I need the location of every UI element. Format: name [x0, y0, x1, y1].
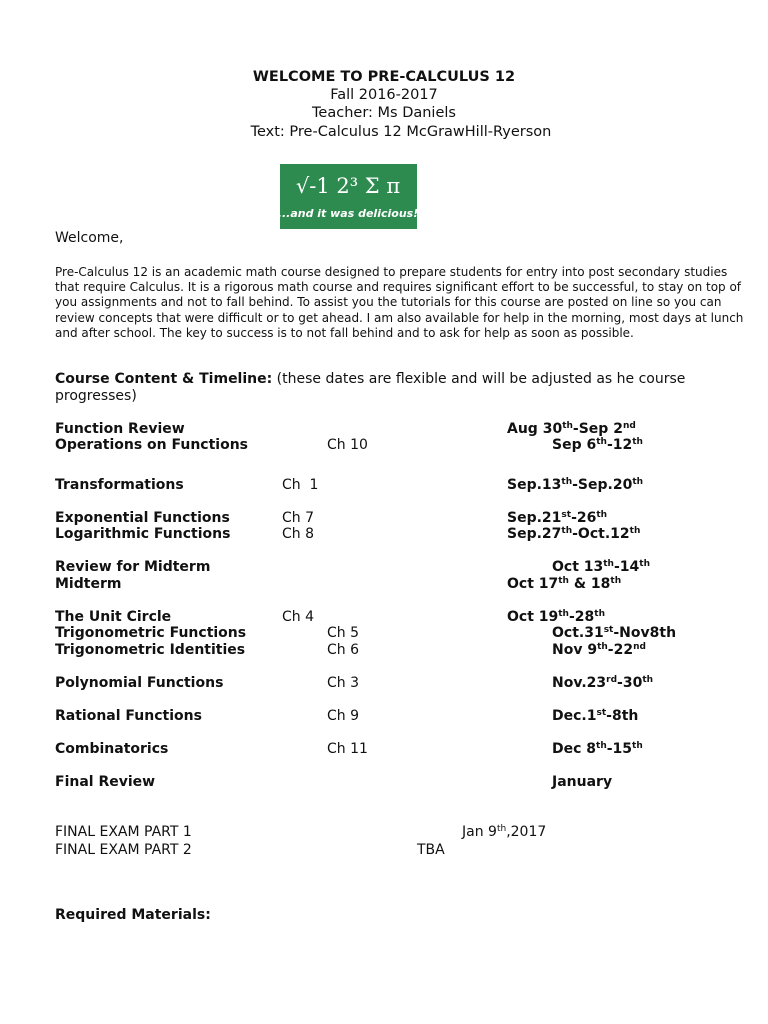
date-review-for-midterm: Oct 13th-14th: [552, 559, 650, 575]
exam-part-2-date: TBA: [417, 842, 445, 858]
term-line: Fall 2016-2017: [330, 87, 438, 103]
textbook-line: Text: Pre-Calculus 12 McGrawHill-Ryerson: [250, 124, 552, 140]
course-content-label: Course Content & Timeline:: [55, 371, 273, 387]
page-title: WELCOME TO PRE-CALCULUS 12: [252, 69, 516, 85]
date-unit-circle: Oct 19th-28th: [507, 609, 605, 625]
chapter-logarithmic-functions: Ch 8: [282, 526, 315, 542]
date-function-review: Aug 30th-Sep 2nd: [507, 421, 636, 437]
course-content-heading: [55, 371, 745, 405]
topic-operations-on-functions: Operations on Functions: [55, 437, 249, 453]
exam-part-2-label: FINAL EXAM PART 2: [55, 842, 192, 858]
topic-rational-functions: Rational Functions: [55, 708, 202, 724]
topic-trigonometric-identities: Trigonometric Identities: [55, 642, 246, 658]
topic-midterm: Midterm: [55, 576, 122, 592]
required-materials-heading: Required Materials:: [55, 907, 211, 923]
chapter-unit-circle: Ch 4: [282, 609, 315, 625]
topic-polynomial-functions: Polynomial Functions: [55, 675, 224, 691]
topic-trigonometric-functions: Trigonometric Functions: [55, 625, 247, 641]
topic-unit-circle: The Unit Circle: [55, 609, 172, 625]
topic-combinatorics: Combinatorics: [55, 741, 169, 757]
date-exponential-functions: Sep.21st-26th: [507, 510, 608, 526]
topic-transformations: Transformations: [55, 477, 184, 493]
topic-exponential-functions: Exponential Functions: [55, 510, 230, 526]
date-trigonometric-functions: Oct.31st-Nov8th: [552, 625, 677, 641]
math-logo-image: [280, 164, 417, 229]
chapter-transformations: Ch 1: [282, 477, 319, 493]
greeting: Welcome,: [55, 230, 124, 246]
topic-final-review: Final Review: [55, 774, 156, 790]
date-polynomial-functions: Nov.23rd-30th: [552, 675, 654, 691]
date-trigonometric-identities: Nov 9th-22nd: [552, 642, 646, 658]
course-content-note: (these dates are flexible and will be adjusted as he course progresses): [55, 371, 686, 404]
date-rational-functions: Dec.1st-8th: [552, 708, 639, 724]
chapter-rational-functions: Ch 9: [327, 708, 360, 724]
date-midterm: Oct 17th & 18th: [507, 576, 622, 592]
logo-caption: ...and it was delicious!: [280, 207, 417, 220]
exam-part-1-date: Jan 9th,2017: [462, 824, 547, 840]
teacher-line: Teacher: Ms Daniels: [312, 105, 456, 121]
topic-review-for-midterm: Review for Midterm: [55, 559, 211, 575]
date-combinatorics: Dec 8th-15th: [552, 741, 643, 757]
date-logarithmic-functions: Sep.27th-Oct.12th: [507, 526, 641, 542]
date-final-review: January: [552, 774, 613, 790]
date-transformations: Sep.13th-Sep.20th: [507, 477, 644, 493]
exam-part-1-label: FINAL EXAM PART 1: [55, 824, 192, 840]
chapter-combinatorics: Ch 11: [327, 741, 368, 757]
date-operations-on-functions: Sep 6th-12th: [552, 437, 643, 453]
chapter-trigonometric-functions: Ch 5: [327, 625, 360, 641]
chapter-operations-on-functions: Ch 10: [327, 437, 368, 453]
chapter-trigonometric-identities: Ch 6: [327, 642, 360, 658]
chapter-exponential-functions: Ch 7: [282, 510, 315, 526]
intro-paragraph: Pre-Calculus 12 is an academic math course designed to prepare students for entry into post secondary studies that require Calculus. It is a rigorous math course and requires significant effort to be successful, to stay on top of you assignments and not to fall behind. To assist you the tutorials for this course are posted on line so you can review concepts that were difficult or to get ahead. I am also available for help in the morning, most days at lunch and after school. The key to success is to not fall behind and to ask for help as soon as possible.: [55, 265, 744, 340]
logo-symbols: √-1 2³ Σ π: [295, 174, 401, 198]
topic-function-review: Function Review: [55, 421, 185, 437]
math-symbols-graphic: [280, 164, 417, 229]
chapter-polynomial-functions: Ch 3: [327, 675, 360, 691]
topic-logarithmic-functions: Logarithmic Functions: [55, 526, 231, 542]
